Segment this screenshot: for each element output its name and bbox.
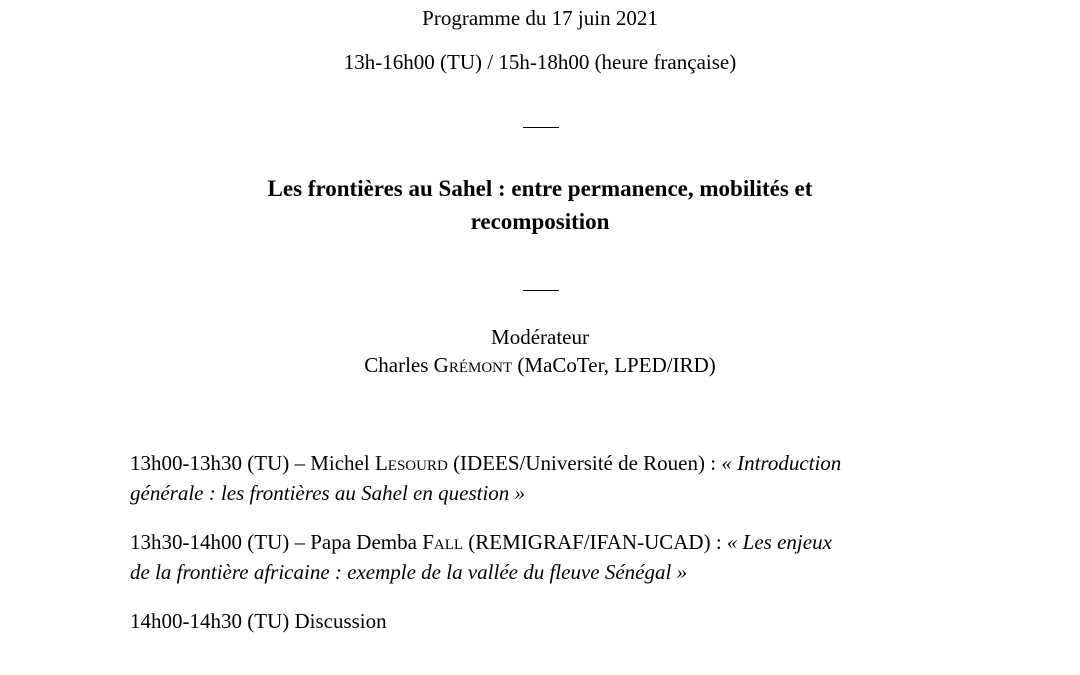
session-title-line-2: recomposition [470,209,610,234]
speaker-affiliation: (REMIGRAF/IFAN-UCAD) : [468,530,722,554]
speaker-affiliation: (IDEES/Université de Rouen) : [453,451,717,475]
talk-title-start: « Les enjeux [726,530,832,554]
separator-rule [523,290,559,291]
speaker-first-name: Papa Demba [310,530,417,554]
moderator-affiliation: (MaCoTer, LPED/IRD) [517,353,716,377]
talk-title-end: générale : les frontières au Sahel en question » [130,481,526,505]
item-time: 13h00-13h30 (TU) – [130,451,305,475]
session-title-line-1: Les frontières au Sahel : entre permanence, mobilités et [267,176,813,201]
programme-time-range: 13h-16h00 (TU) / 15h-18h00 (heure française) [343,50,737,74]
item-time: 13h30-14h00 (TU) – [130,530,305,554]
programme-item-line-2 [130,557,960,587]
moderator-label: Modérateur [491,325,589,349]
programme-item-line-1 [130,448,960,478]
programme-item-line-2 [130,478,960,508]
speaker-last-name: Fall [422,530,464,554]
discussion-line: 14h00-14h30 (TU) Discussion [130,609,387,633]
programme-item [130,527,960,587]
separator-rule [523,127,559,128]
programme-item [130,606,960,636]
programme-list [130,448,960,655]
programme-date: Programme du 17 juin 2021 [422,6,658,30]
moderator-name [0,351,1080,379]
speaker-first-name: Michel [310,451,370,475]
talk-title-start: « Introduction [721,451,842,475]
speaker-last-name: Lesourd [374,451,448,475]
talk-title-end: de la frontière africaine : exemple de la vallée du fleuve Sénégal » [130,560,688,584]
programme-item [130,448,960,508]
session-title [0,172,1080,238]
moderator-last-name: Grémont [433,353,513,377]
moderator-first-name: Charles [364,353,429,377]
programme-item-line-1 [130,527,960,557]
